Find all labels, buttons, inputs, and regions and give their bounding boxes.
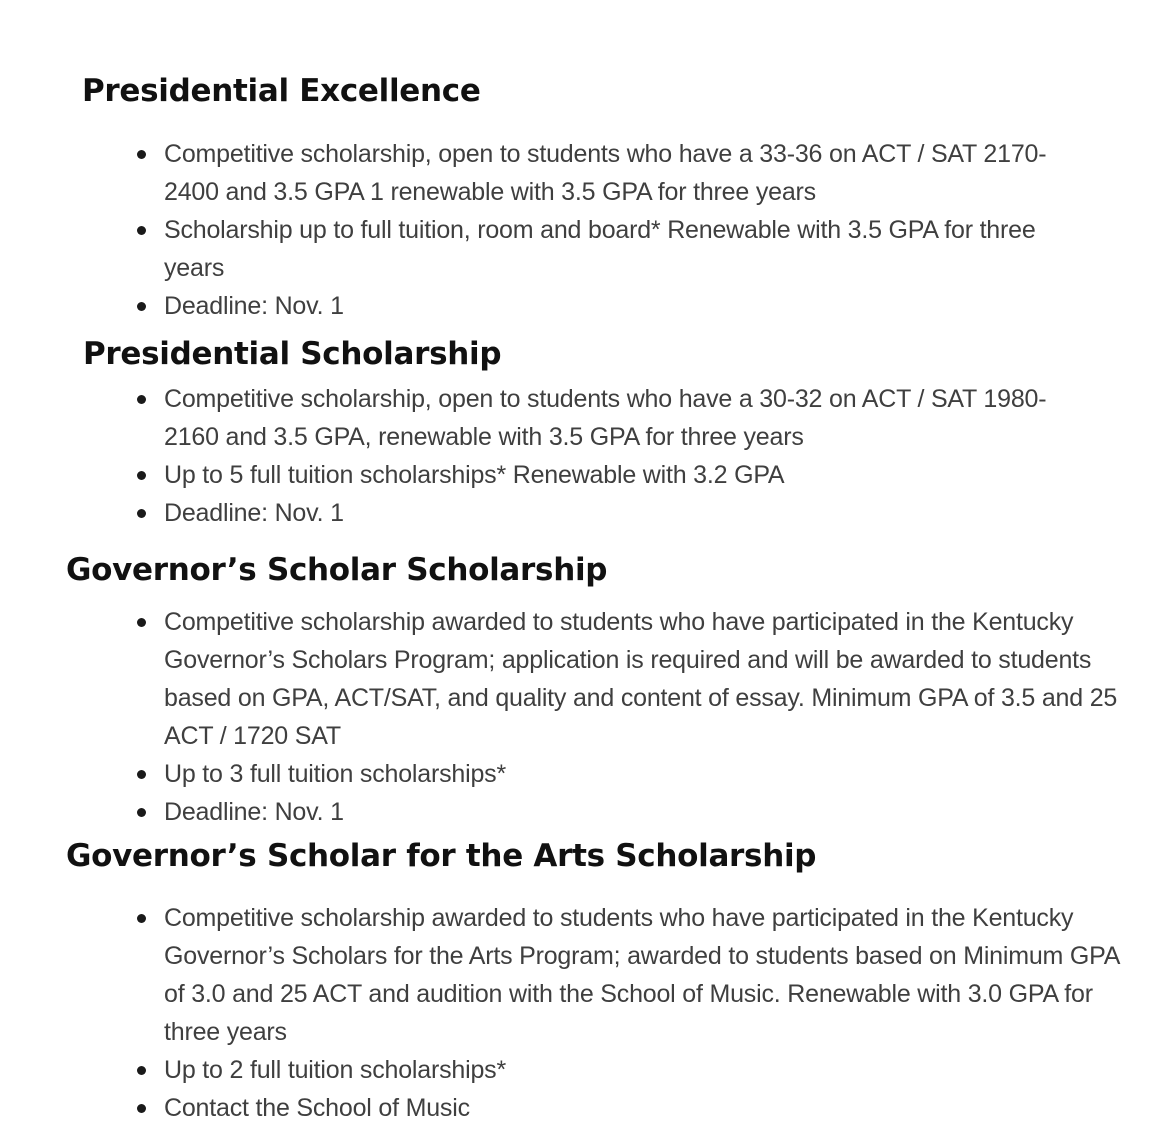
list-item: Competitive scholarship awarded to students who have participated in the Kentucky Governor’s Scholars for the Arts Program; awarded to students based on Minimum GPA of 3.0 and 25 ACT and audition with the School of Music. Renewable with 3.0 GPA for three years [134,899,1124,1051]
bullet-dot-icon [137,1066,146,1075]
section-heading-governors-scholar: Governor’s Scholar Scholarship [66,552,608,588]
section-heading-presidential-excellence: Presidential Excellence [82,73,481,109]
list-item: Competitive scholarship, open to students who have a 30-32 on ACT / SAT 1980-2160 and 3.5 GPA, renewable with 3.5 GPA for three years [134,380,1064,456]
list-item: Contact the School of Music [134,1089,1124,1127]
bullet-dot-icon [137,808,146,817]
bullet-dot-icon [137,395,146,404]
section-heading-presidential-scholarship: Presidential Scholarship [83,336,502,372]
bullet-list-governors-scholar-arts [134,899,1124,1127]
list-item: Competitive scholarship awarded to students who have participated in the Kentucky Governor’s Scholars Program; application is required and will be awarded to students based on GPA, ACT/SAT, and quality and content of essay. Minimum GPA of 3.5 and 25 ACT / 1720 SAT [134,603,1124,755]
section-heading-governors-scholar-arts: Governor’s Scholar for the Arts Scholarship [66,838,817,874]
bullet-list-presidential-scholarship [134,380,1064,532]
bullet-dot-icon [137,1104,146,1113]
list-item: Deadline: Nov. 1 [134,287,1064,325]
bullet-dot-icon [137,914,146,923]
bullet-dot-icon [137,509,146,518]
bullet-dot-icon [137,618,146,627]
bullet-list-governors-scholar [134,603,1124,831]
bullet-dot-icon [137,471,146,480]
bullet-dot-icon [137,150,146,159]
list-item: Up to 3 full tuition scholarships* [134,755,1124,793]
list-item: Competitive scholarship, open to students who have a 33-36 on ACT / SAT 2170-2400 and 3.5 GPA 1 renewable with 3.5 GPA for three years [134,135,1064,211]
list-item: Deadline: Nov. 1 [134,494,1064,532]
list-item: Up to 5 full tuition scholarships* Renewable with 3.2 GPA [134,456,1064,494]
list-item: Up to 2 full tuition scholarships* [134,1051,1124,1089]
bullet-dot-icon [137,226,146,235]
list-item: Deadline: Nov. 1 [134,793,1124,831]
bullet-dot-icon [137,770,146,779]
list-item: Scholarship up to full tuition, room and board* Renewable with 3.5 GPA for three years [134,211,1064,287]
bullet-list-presidential-excellence [134,135,1064,325]
bullet-dot-icon [137,302,146,311]
